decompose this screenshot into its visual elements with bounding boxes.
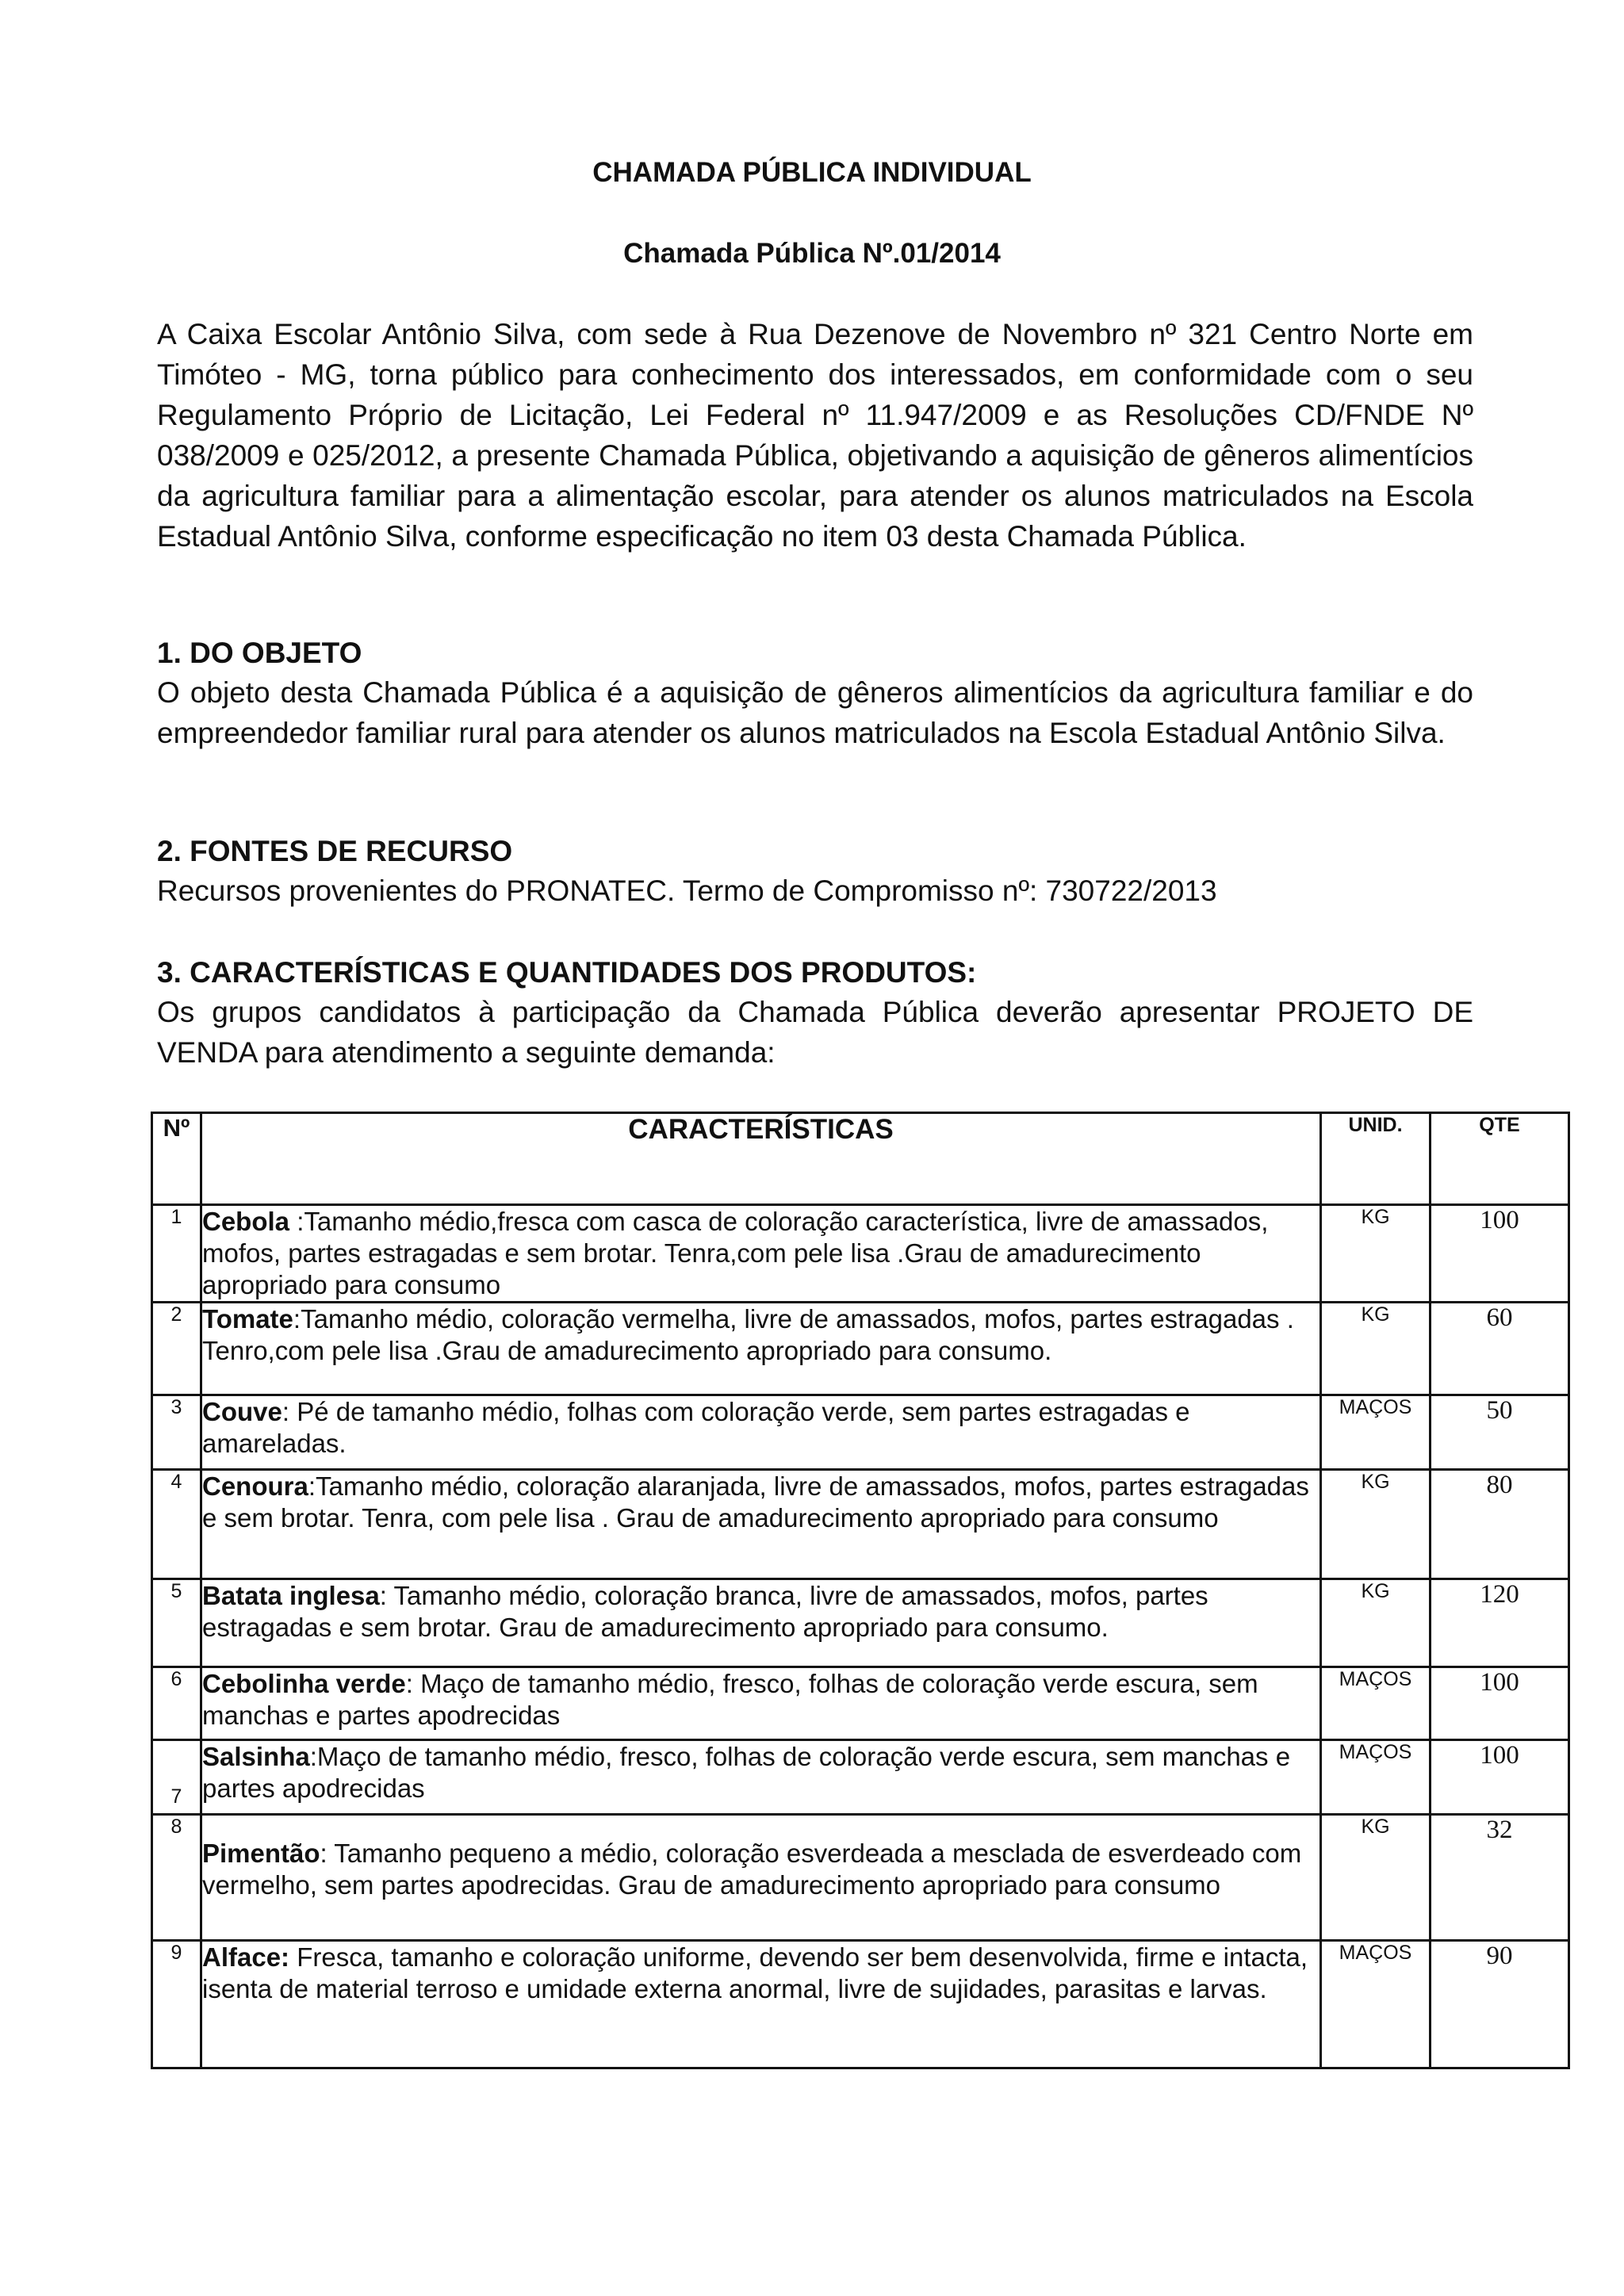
header-num: Nº	[152, 1113, 201, 1205]
row-unit: KG	[1321, 1470, 1431, 1579]
product-name: Cebolinha verde	[202, 1669, 406, 1698]
row-unit: MAÇOS	[1321, 1395, 1431, 1470]
row-unit: KG	[1321, 1579, 1431, 1667]
row-qty: 100	[1431, 1740, 1569, 1815]
section-heading-objeto: 1. DO OBJETO	[157, 637, 362, 669]
row-qty: 90	[1431, 1941, 1569, 2068]
product-name: Cebola	[202, 1207, 290, 1236]
row-unit: MAÇOS	[1321, 1667, 1431, 1740]
intro-paragraph: A Caixa Escolar Antônio Silva, com sede à Rua Dezenove de Novembro nº 321 Centro Norte em Timóteo - MG, torna público para conhecimento dos interessados, em conformidade com o seu Regulamento Próprio de Licitação, Lei Federal nº 11.947/2009 e as Resoluções CD/FNDE Nº 038/2009 e 025/2012, a presente Chamada Pública, objetivando a aquisição de gêneros alimentícios da agricultura familiar para a alimentação escolar, para atender os alunos matriculados na Escola Estadual Antônio Silva, conforme especificação no item 03 desta Chamada Pública.	[157, 318, 1473, 553]
row-qty: 120	[1431, 1579, 1569, 1667]
row-characteristics	[201, 1941, 1321, 2068]
row-unit: KG	[1321, 1205, 1431, 1303]
row-characteristics	[201, 1470, 1321, 1579]
row-num: 2	[152, 1303, 201, 1395]
row-qty: 100	[1431, 1667, 1569, 1740]
product-description: :Maço de tamanho médio, fresco, folhas de coloração verde escura, sem manchas e partes apodrecidas	[202, 1742, 1291, 1803]
table-header-row	[152, 1113, 1569, 1205]
table-row	[152, 1395, 1569, 1470]
row-characteristics	[201, 1740, 1321, 1815]
product-description: : Tamanho pequeno a médio, coloração esverdeada a mesclada de esverdeado com vermelho, sem partes apodrecidas. Grau de amadurecimento apropriado para consumo	[202, 1839, 1302, 1900]
table-row	[152, 1740, 1569, 1815]
section-heading-fontes: 2. FONTES DE RECURSO	[157, 835, 513, 867]
table-row	[152, 1815, 1569, 1941]
product-name: Pimentão	[202, 1839, 320, 1868]
section-text-fontes: Recursos provenientes do PRONATEC. Termo de Compromisso nº: 730722/2013	[157, 874, 1217, 907]
product-name: Salsinha	[202, 1742, 310, 1771]
row-qty: 80	[1431, 1470, 1569, 1579]
header-qty: QTE	[1431, 1113, 1569, 1205]
table-row	[152, 1941, 1569, 2068]
header-unit: UNID.	[1321, 1113, 1431, 1205]
row-qty: 100	[1431, 1205, 1569, 1303]
table-row	[152, 1303, 1569, 1395]
product-description: : Tamanho médio, coloração branca, livre de amassados, mofos, partes estragadas e sem brotar. Grau de amadurecimento apropriado para consumo.	[202, 1581, 1208, 1642]
product-name: Tomate	[202, 1304, 293, 1334]
row-characteristics	[201, 1815, 1321, 1941]
row-characteristics	[201, 1303, 1321, 1395]
section-text-objeto: O objeto desta Chamada Pública é a aquisição de gêneros alimentícios da agricultura familiar e do empreendedor familiar rural para atender os alunos matriculados na Escola Estadual Antônio Silva.	[157, 676, 1473, 749]
product-description: :Tamanho médio, coloração vermelha, livre de amassados, mofos, partes estragadas . Tenro,com pele lisa .Grau de amadurecimento apropriado para consumo.	[202, 1304, 1294, 1365]
table-row	[152, 1579, 1569, 1667]
header-characteristics: CARACTERÍSTICAS	[201, 1113, 1321, 1205]
row-unit: MAÇOS	[1321, 1740, 1431, 1815]
product-description: : Maço de tamanho médio, fresco, folhas de coloração verde escura, sem manchas e partes apodrecidas	[202, 1669, 1258, 1730]
row-characteristics	[201, 1667, 1321, 1740]
table-row	[152, 1667, 1569, 1740]
row-unit: MAÇOS	[1321, 1941, 1431, 2068]
product-name: Couve	[202, 1397, 282, 1426]
row-num: 7	[152, 1740, 201, 1815]
row-qty: 60	[1431, 1303, 1569, 1395]
document-title: CHAMADA PÚBLICA INDIVIDUAL	[592, 157, 1032, 188]
product-description: : Pé de tamanho médio, folhas com coloração verde, sem partes estragadas e amareladas.	[202, 1397, 1190, 1458]
row-num: 9	[152, 1941, 201, 2068]
row-characteristics	[201, 1395, 1321, 1470]
row-unit: KG	[1321, 1303, 1431, 1395]
product-name: Alface:	[202, 1942, 290, 1972]
section-heading-produtos: 3. CARACTERÍSTICAS E QUANTIDADES DOS PRODUTOS:	[157, 956, 977, 989]
section-text-produtos: Os grupos candidatos à participação da Chamada Pública deverão apresentar PROJETO DE VENDA para atendimento a seguinte demanda:	[157, 996, 1473, 1069]
row-num: 3	[152, 1395, 201, 1470]
document-subtitle: Chamada Pública Nº.01/2014	[623, 238, 1001, 269]
table-row	[152, 1205, 1569, 1303]
row-num: 1	[152, 1205, 201, 1303]
row-qty: 50	[1431, 1395, 1569, 1470]
row-characteristics	[201, 1205, 1321, 1303]
product-description: Fresca, tamanho e coloração uniforme, devendo ser bem desenvolvida, firme e intacta, isenta de material terroso e umidade externa anormal, livre de sujidades, parasitas e larvas.	[202, 1942, 1308, 2003]
row-num: 6	[152, 1667, 201, 1740]
row-qty: 32	[1431, 1815, 1569, 1941]
row-num: 4	[152, 1470, 201, 1579]
table-row	[152, 1470, 1569, 1579]
product-name: Batata inglesa	[202, 1581, 380, 1610]
row-num: 5	[152, 1579, 201, 1667]
products-table	[151, 1112, 1570, 2069]
product-description: :Tamanho médio,fresca com casca de coloração característica, livre de amassados, mofos, partes estragadas e sem brotar. Tenra,com pele lisa .Grau de amadurecimento apropriado para consumo	[202, 1207, 1269, 1299]
row-unit: KG	[1321, 1815, 1431, 1941]
row-num: 8	[152, 1815, 201, 1941]
product-name: Cenoura	[202, 1471, 308, 1501]
row-characteristics	[201, 1579, 1321, 1667]
product-description: :Tamanho médio, coloração alaranjada, livre de amassados, mofos, partes estragadas e sem brotar. Tenra, com pele lisa . Grau de amadurecimento apropriado para consumo	[202, 1471, 1309, 1533]
